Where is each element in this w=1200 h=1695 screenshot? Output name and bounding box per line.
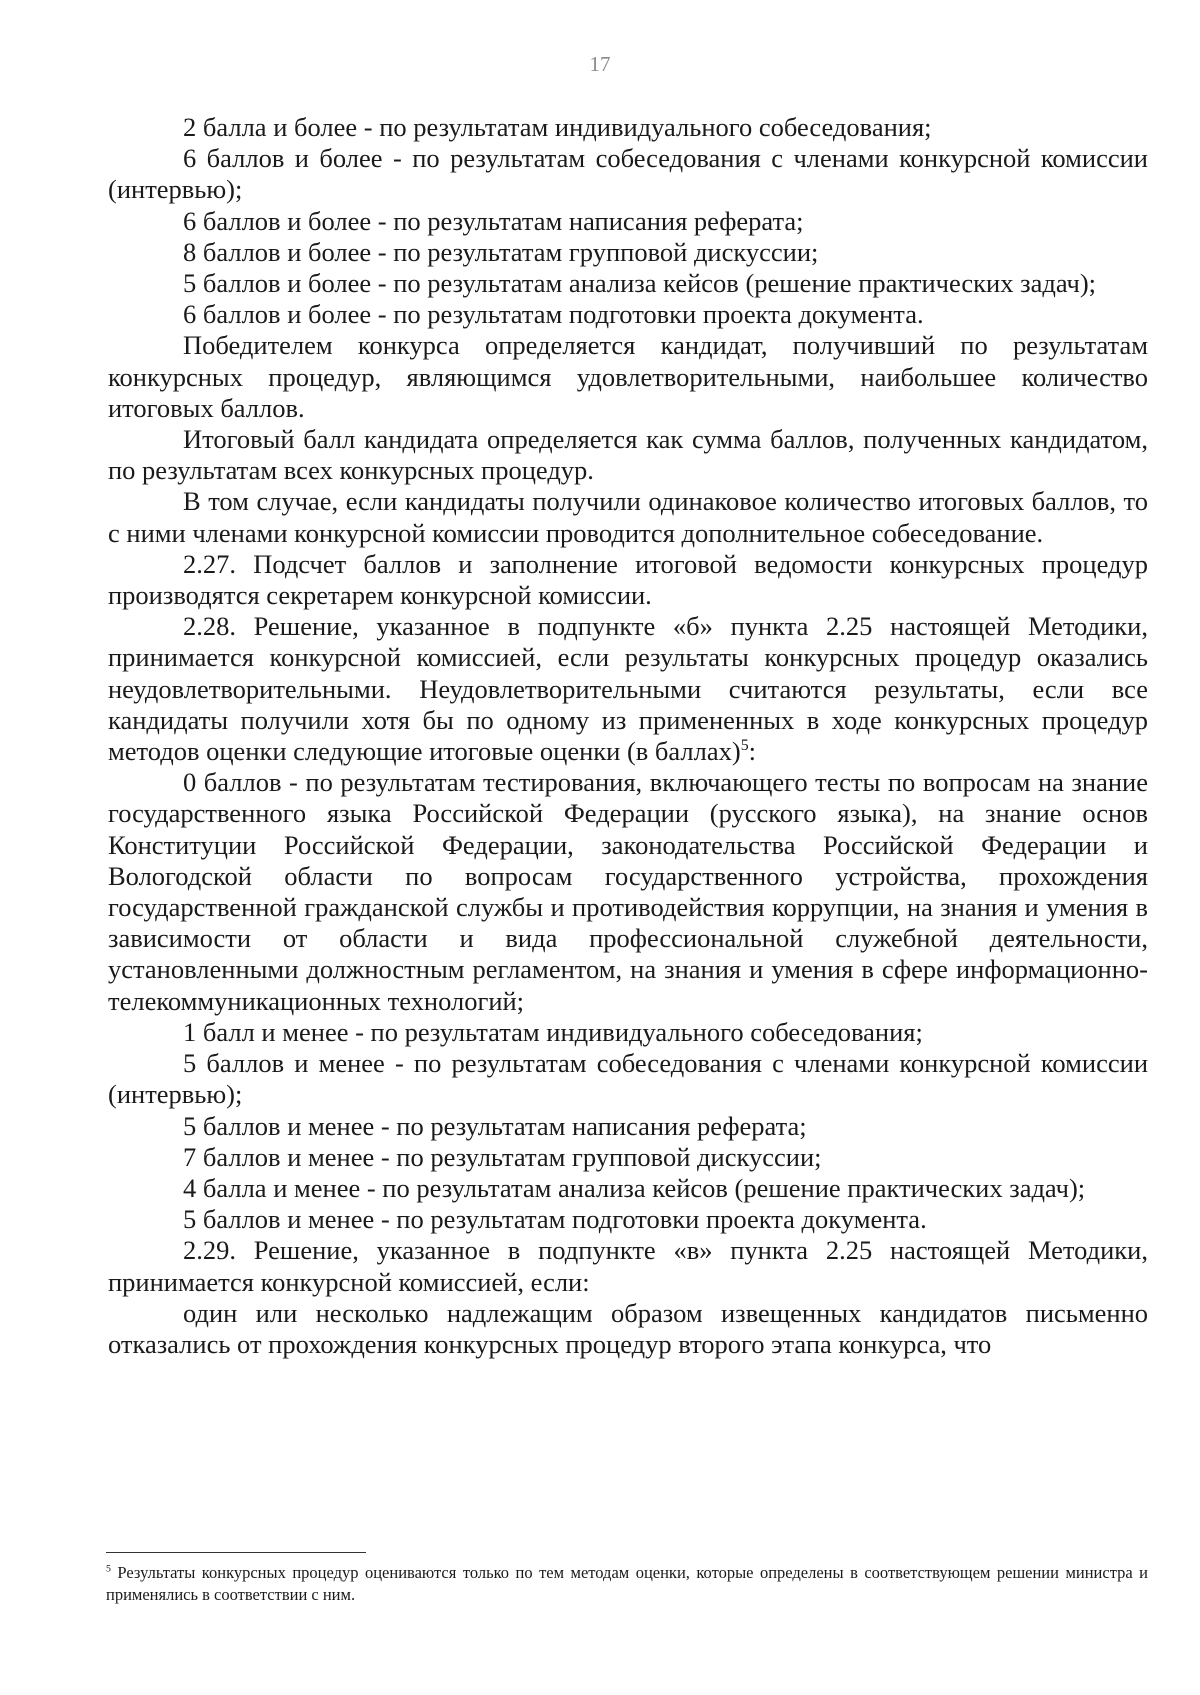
paragraph-draft-document-min: 6 баллов и более - по результатам подготовки проекта документа. <box>183 299 924 330</box>
paragraph-2-29: 2.29. Решение, указанное в подпункте «в» пункта 2.25 настоящей Методики, принимается конкурсной комиссией, если: <box>108 1235 1148 1297</box>
page-number: 17 <box>589 52 611 76</box>
footnote-separator <box>106 1552 366 1553</box>
paragraph-individual-interview-min: 2 балла и более - по результатам индивидуального собеседования; <box>183 112 932 142</box>
paragraph-group-discussion-min: 8 баллов и более - по результатам групповой дискуссии; <box>183 236 819 267</box>
paragraph-2-27: 2.27. Подсчет баллов и заполнение итоговой ведомости конкурсных процедур производятся секретарем конкурсной комиссии. <box>108 548 1148 611</box>
paragraph-testing-max: 0 баллов - по результатам тестирования, включающего тесты по вопросам на знание государственного языка Российской Федерации (русского языка), на знание основ Конституции Российской Федерации, законодательства Российской Федерации и Вологодской области по вопросам государственного устройства, прохождения государственной гражданской службы и противодействия коррупции, на знания и умения в зависимости от области и вида профессиональной служебной деятельности, установленными должностным регламентом, на знания и умения в сфере информационно-телекоммуникационных технологий; <box>108 767 1148 1016</box>
paragraph-individual-interview-max: 1 балл и менее - по результатам индивидуального собеседования; <box>183 1016 923 1047</box>
paragraph-total-score: Итоговый балл кандидата определяется как сумма баллов, полученных кандидатом, по результатам всех конкурсных процедур. <box>108 424 1148 486</box>
paragraph-case-analysis-min: 5 баллов и более - по результатам анализа кейсов (решение практических задач); <box>183 268 1097 299</box>
paragraph-essay-max: 5 баллов и менее - по результатам написания реферата; <box>183 1110 807 1141</box>
paragraph-commission-interview-max: 5 баллов и менее - по результатам собеседования с членами конкурсной комиссии (интервью); <box>108 1048 1148 1110</box>
paragraph-essay-min: 6 баллов и более - по результатам написания реферата; <box>183 205 804 236</box>
document-body <box>108 112 1148 1360</box>
paragraph-draft-document-max: 5 баллов и менее - по результатам подготовки проекта документа. <box>183 1204 927 1235</box>
paragraph-commission-interview-min: 6 баллов и более - по результатам собеседования с членами конкурсной комиссии (интервью); <box>108 143 1148 205</box>
footnote-reference: 5 <box>740 737 749 755</box>
footnote-mark: 5 <box>106 1563 111 1575</box>
footnote <box>106 1562 1148 1606</box>
paragraph-winner: Победителем конкурса определяется кандидат, получивший по результатам конкурсных процедур, являющимся удовлетворительными, наибольшее количество итоговых баллов. <box>108 330 1148 423</box>
paragraph-2-28-text: 2.28. Решение, указанное в подпункте «б» пункта 2.25 настоящей Методики, принимается конкурсной комиссией, если результаты конкурсных процедур оказались неудовлетворительными. Неудовлетворительными считаются результаты, если все кандидаты получили хотя бы по одному из примененных в ходе конкурсных процедур методов оценки следующие итоговые оценки (в баллах) <box>108 611 1148 767</box>
footnote-text: Результаты конкурсных процедур оцениваются только по тем методам оценки, которые определены в соответствующем решении министра и применялись в соответствии с ним. <box>106 1563 1148 1604</box>
paragraph-group-discussion-max: 7 баллов и менее - по результатам групповой дискуссии; <box>183 1141 822 1172</box>
paragraph-refusal: один или несколько надлежащим образом извещенных кандидатов письменно отказались от прохождения конкурсных процедур второго этапа конкурса, что <box>108 1297 1148 1359</box>
paragraph-2-28 <box>108 611 1148 767</box>
paragraph-tie: В том случае, если кандидаты получили одинаковое количество итоговых баллов, то с ними членами конкурсной комиссии проводится дополнительное собеседование. <box>108 486 1148 548</box>
paragraph-2-28-tail: : <box>748 736 757 767</box>
paragraph-case-analysis-max: 4 балла и менее - по результатам анализа кейсов (решение практических задач); <box>183 1172 1086 1203</box>
